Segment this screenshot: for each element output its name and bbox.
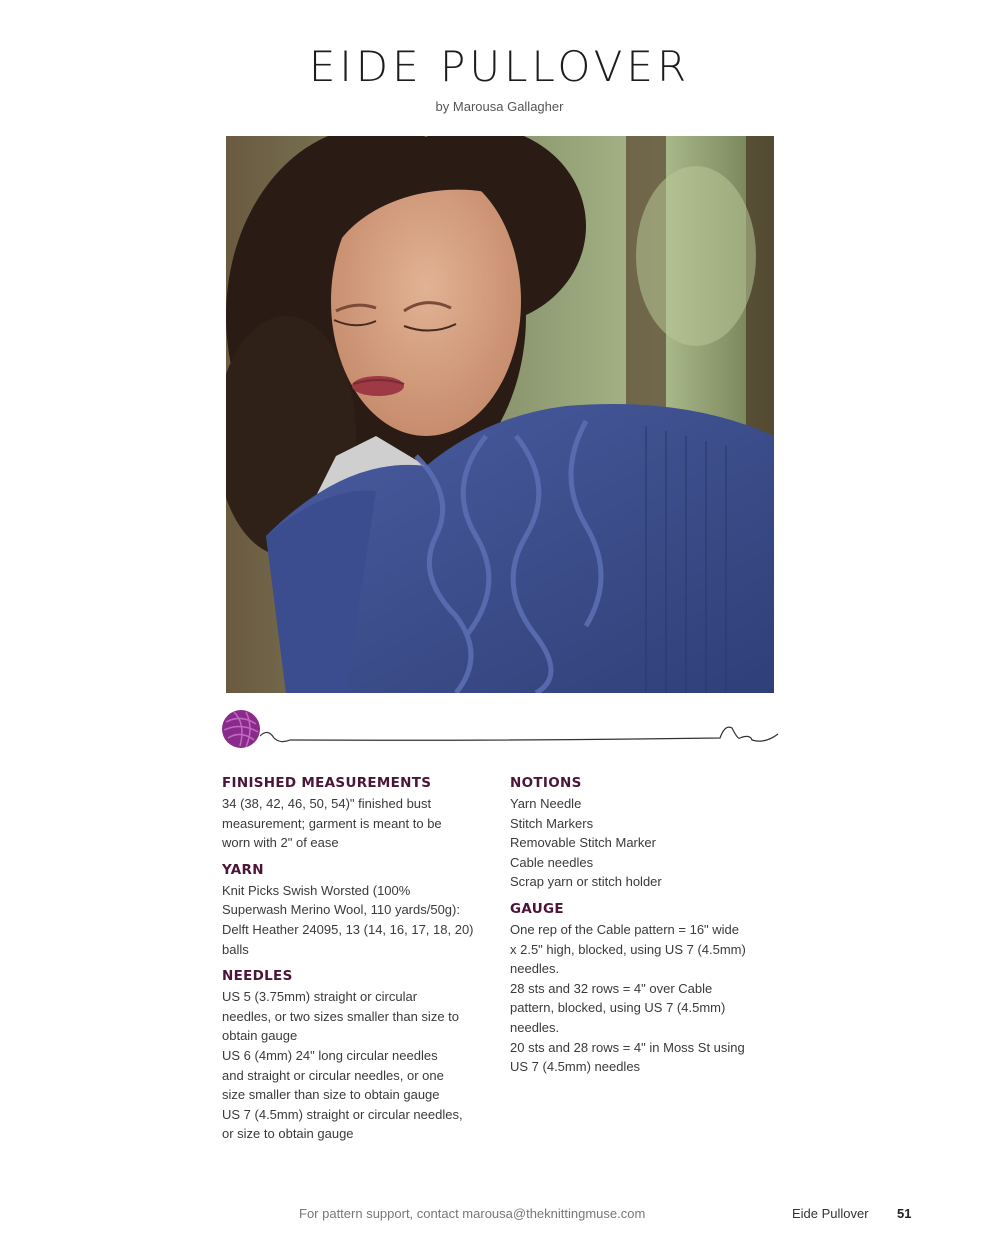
needles-body xyxy=(222,987,497,1144)
text-line: US 6 (4mm) 24" long circular needles xyxy=(222,1047,438,1063)
text-line: balls xyxy=(222,941,249,957)
notions-body xyxy=(510,794,775,892)
page-number: 51 xyxy=(897,1206,912,1221)
text-line: US 7 (4.5mm) needles xyxy=(510,1059,641,1075)
text-line: Stitch Markers xyxy=(510,815,594,831)
finished-measurements-heading: FINISHED MEASUREMENTS xyxy=(222,775,432,791)
text-line: One rep of the Cable pattern = 16" wide xyxy=(510,921,740,937)
text-line: or size to obtain gauge xyxy=(222,1126,354,1142)
text-line: worn with 2" of ease xyxy=(222,835,339,851)
byline: by Marousa Gallagher xyxy=(435,99,564,114)
yarn-divider xyxy=(220,704,782,754)
text-line: US 7 (4.5mm) straight or circular needles, xyxy=(222,1106,463,1122)
page-title: EIDE PULLOVER xyxy=(308,42,691,91)
text-line: US 5 (3.75mm) straight or circular xyxy=(222,989,418,1005)
text-line: Yarn Needle xyxy=(510,796,582,811)
text-line: measurement; garment is meant to be xyxy=(222,815,442,831)
text-line: obtain gauge xyxy=(222,1028,298,1044)
gauge-body xyxy=(510,920,775,1077)
text-line: needles, or two sizes smaller than size to xyxy=(222,1008,459,1024)
footer-support-text: For pattern support, contact marousa@theknittingmuse.com xyxy=(299,1206,646,1221)
text-line: 34 (38, 42, 46, 50, 54)" finished bust xyxy=(222,796,432,811)
gauge-heading: GAUGE xyxy=(510,900,564,917)
left-column xyxy=(222,774,497,1152)
text-line: and straight or circular needles, or one xyxy=(222,1067,444,1083)
needles-heading: NEEDLES xyxy=(222,968,293,985)
yarn-heading: YARN xyxy=(222,861,264,878)
footer-pattern-title: Eide Pullover xyxy=(792,1206,869,1221)
text-line: needles. xyxy=(510,1019,560,1035)
notions-heading: NOTIONS xyxy=(510,775,582,791)
text-line: Knit Picks Swish Worsted (100% xyxy=(222,882,411,898)
yarn-body xyxy=(222,881,497,959)
text-line: Delft Heather 24095, 13 (14, 16, 17, 18, 20) xyxy=(222,921,474,937)
text-line: x 2.5" high, blocked, using US 7 (4.5mm) xyxy=(510,941,746,957)
text-line: 20 sts and 28 rows = 4" in Moss St using xyxy=(510,1039,745,1055)
right-column xyxy=(510,774,775,1085)
text-line: 28 sts and 32 rows = 4" over Cable xyxy=(510,980,713,996)
yarn-ball-icon xyxy=(222,710,260,748)
text-line: size smaller than size to obtain gauge xyxy=(222,1087,440,1103)
finished-measurements-body xyxy=(222,794,497,853)
text-line: Scrap yarn or stitch holder xyxy=(510,874,662,890)
pattern-photo xyxy=(226,136,774,693)
text-line: Removable Stitch Marker xyxy=(510,835,656,851)
text-line: pattern, blocked, using US 7 (4.5mm) xyxy=(510,1000,726,1016)
text-line: needles. xyxy=(510,961,560,977)
text-line: Superwash Merino Wool, 110 yards/50g): xyxy=(222,902,460,918)
text-line: Cable needles xyxy=(510,854,594,870)
